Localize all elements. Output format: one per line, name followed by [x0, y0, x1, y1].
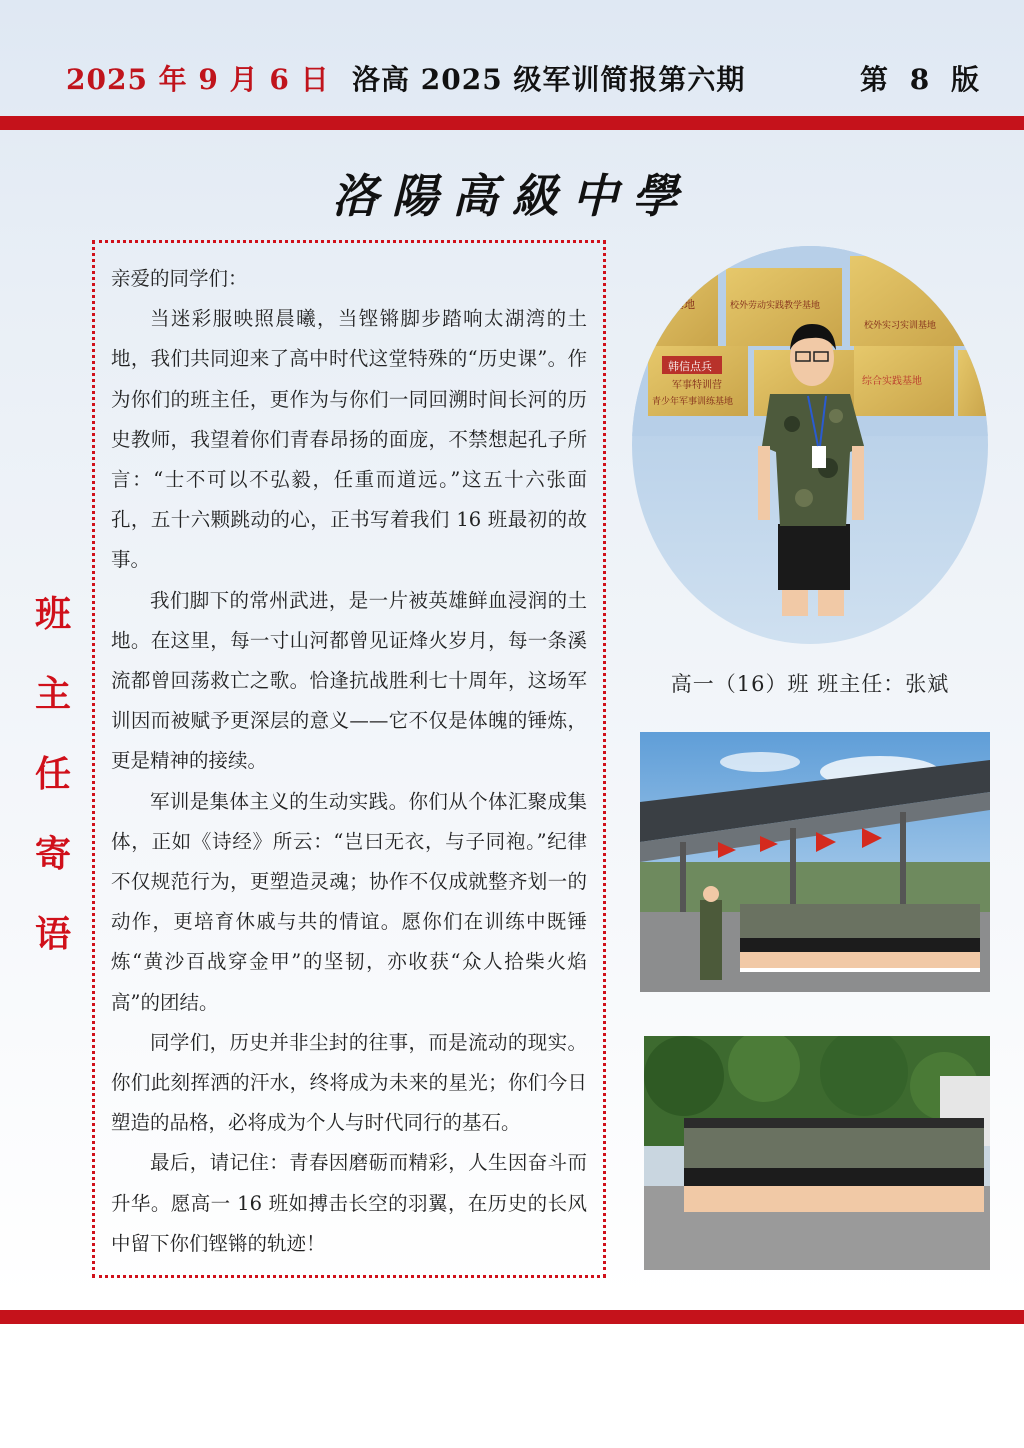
- side-title-char: 班: [34, 593, 71, 635]
- training-illustration-1: [640, 732, 990, 992]
- plaque-text: 校外实习实训基地: [864, 321, 937, 331]
- training-photo-1: [640, 732, 990, 992]
- section-vertical-title: [30, 574, 76, 974]
- header-red-bar: [0, 116, 1024, 130]
- school-name: 洛陽高級中學: [332, 169, 692, 223]
- portrait-caption: 高一（16）班 班主任：张斌: [670, 672, 950, 696]
- letter-paragraph: 最后，请记住：青春因磨砺而精彩，人生因奋斗而升华。愿高一 16 班如搏击长空的羽翼，在历史的长风中留下你们铿锵的轨迹！: [111, 1151, 587, 1255]
- portrait-illustration: [632, 246, 988, 644]
- letter-paragraph: 当迷彩服映照晨曦，当铿锵脚步踏响太湖湾的土地，我们共同迎来了高中时代这堂特殊的“历史课”。作为你们的班主任，更作为与你们一同回溯时间长河的历史教师，我望着你们青春昂扬的面庞，不禁想起孔子所言：“士不可以不弘毅，任重而道远。”这五十六张面孔，五十六颗跳动的心，正书写着我们 16 班最初的故事。: [111, 307, 587, 572]
- letter-box: [92, 240, 606, 1278]
- training-photo-2: [644, 1036, 990, 1270]
- side-title-char: 任: [34, 753, 71, 795]
- side-title-char: 寄: [34, 833, 71, 875]
- page-header: [0, 0, 1024, 118]
- letter-paragraph: 同学们，历史并非尘封的往事，而是流动的现实。你们此刻挥洒的汗水，终将成为未来的星光；你们今日塑造的品格，必将成为个人与时代同行的基石。: [111, 1030, 587, 1135]
- plaque-text: 韩信点兵: [668, 360, 712, 373]
- issue-date: 2025 年 9 月 6 日: [66, 63, 330, 96]
- letter-paragraph: 军训是集体主义的生动实践。你们从个体汇聚成集体，正如《诗经》所云：“岂曰无衣，与子同袍。”纪律不仅规范行为，更塑造灵魂；协作不仅成就整齐划一的动作，更培育休戚与共的情谊。愿你们在训练中既锤炼“黄沙百战穿金甲”的坚韧，亦收获“众人拾柴火焰高”的团结。: [111, 789, 587, 1014]
- teacher-portrait: [632, 246, 988, 644]
- plaque-text: 育基地: [662, 298, 695, 311]
- page-number: 第 8 版: [860, 63, 985, 96]
- plaque-text: 青少年军事训练基地: [652, 397, 734, 407]
- plaque-text: 综合实践基地: [862, 376, 922, 387]
- letter-salutation: 亲爱的同学们：: [111, 267, 248, 290]
- side-title-char: 语: [34, 913, 71, 955]
- side-title-char: 主: [34, 673, 71, 715]
- footer-red-bar: [0, 1310, 1024, 1324]
- plaque-text: 军事特训营: [672, 380, 722, 391]
- plaque-text: 校外劳动实践教学基地: [730, 301, 821, 311]
- letter-paragraph: 我们脚下的常州武进，是一片被英雄鲜血浸润的土地。在这里，每一寸山河都曾见证烽火岁月，每一条溪流都曾回荡救亡之歌。恰逢抗战胜利七十周年，这场军训因而被赋予更深层的意义——它不仅是体魄的锤炼，更是精神的接续。: [111, 588, 587, 773]
- bulletin-title: 洛高 2025 级军训简报第六期: [352, 63, 746, 96]
- training-illustration-2: [644, 1036, 990, 1270]
